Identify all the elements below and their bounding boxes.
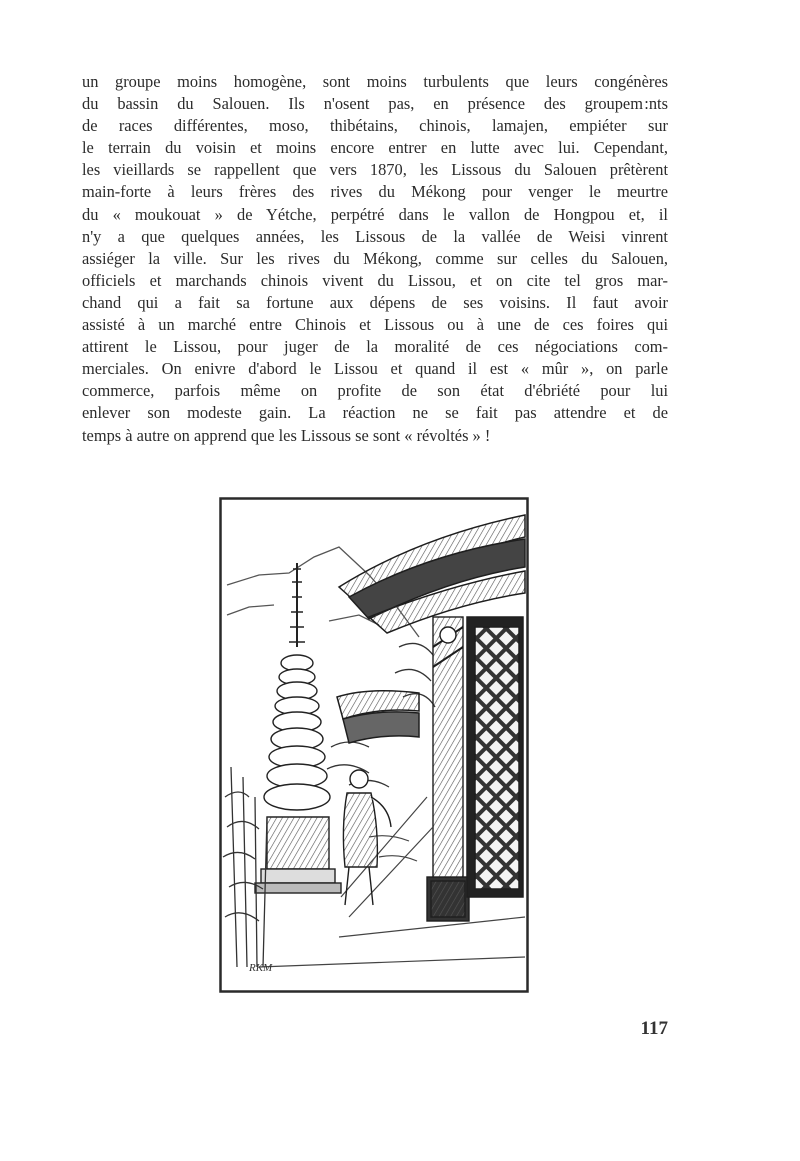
pagoda-illustration bbox=[219, 497, 529, 993]
text-line: commerce, parfois même on profite de son état d'ébriété pour lui bbox=[82, 381, 668, 401]
artist-signature: RKM bbox=[249, 962, 273, 974]
text-line: chand qui a fait sa fortune aux dépens de ses voisins. Il faut avoir bbox=[82, 292, 668, 312]
page-number: 117 bbox=[640, 1018, 668, 1039]
body-text bbox=[82, 71, 668, 447]
text-line: main-forte à leurs frères des rives du Mékong pour venger le meurtre bbox=[82, 182, 668, 202]
text-line: officiels et marchands chinois vivent du Lissou, et on cite tel gros mar- bbox=[82, 270, 668, 290]
text-line: du bassin du Salouen. Ils n'osent pas, en présence des groupem :nts bbox=[82, 94, 668, 114]
text-line: attirent le Lissou, pour juger de la moralité de ces négociations com- bbox=[82, 337, 668, 357]
text-line: de races différentes, moso, thibétains, chinois, lamajen, empiéter sur bbox=[82, 116, 668, 136]
text-line: enlever son modeste gain. La réaction ne se fait pas attendre et de bbox=[82, 403, 668, 423]
text-line: temps à autre on apprend que les Lissous se sont « révoltés » ! bbox=[82, 425, 491, 445]
text-line: merciales. On enivre d'abord le Lissou et quand il est « mûr », on parle bbox=[82, 359, 668, 379]
text-line: le terrain du voisin et moins encore entrer en lutte avec lui. Cependant, bbox=[82, 138, 668, 158]
text-line: un groupe moins homogène, sont moins turbulents que leurs congénères bbox=[82, 72, 668, 91]
ink-drawing bbox=[219, 497, 529, 993]
text-line: du « moukouat » de Yétche, perpétré dans le vallon de Hongpou et, il bbox=[82, 204, 668, 224]
lattice-window bbox=[467, 617, 523, 897]
text-line: n'y a que quelques années, les Lissous de la vallée de Weisi vinrent bbox=[82, 226, 668, 246]
temple-pillar bbox=[427, 617, 469, 921]
text-line: les vieillards se rappellent que vers 1870, les Lissous du Salouen prêtèrent bbox=[82, 160, 668, 180]
text-line: assiéger la ville. Sur les rives du Mékong, comme sur celles du Salouen, bbox=[82, 248, 668, 268]
text-line: assisté à un marché entre Chinois et Lissous ou à une de ces foires qui bbox=[82, 315, 668, 335]
